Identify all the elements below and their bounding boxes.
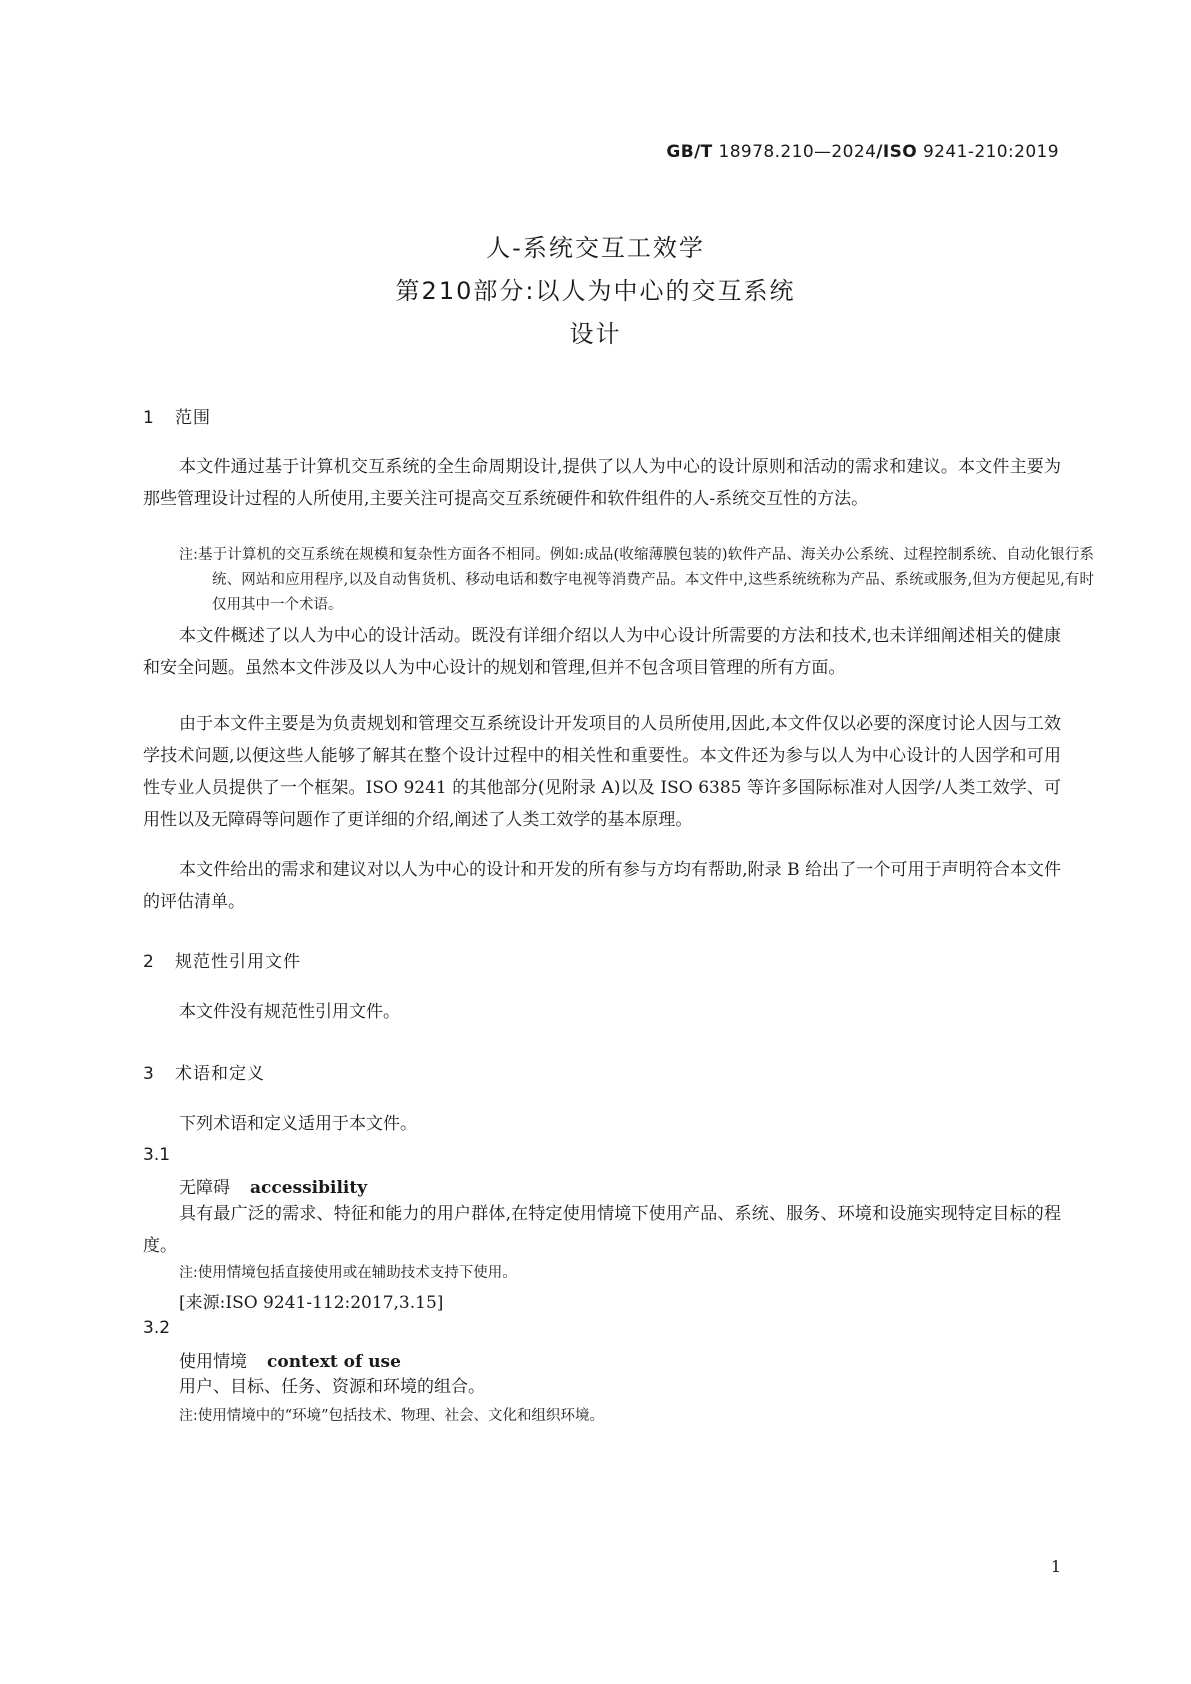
- section-title: 术语和定义: [175, 1064, 265, 1084]
- section-number: 3: [143, 1064, 155, 1084]
- section-1-heading: [143, 403, 211, 428]
- std-prefix: GB/T: [666, 142, 713, 162]
- term-note: [179, 1261, 1094, 1286]
- section-1-note: [179, 543, 1094, 618]
- section-number: 2: [143, 952, 155, 972]
- section-1-paragraph-4: 本文件给出的需求和建议对以人为中心的设计和开发的所有参与方均有帮助,附录 B 给出了一个可用于声明符合本文件的评估清单。: [143, 860, 1061, 912]
- section-2-heading: [143, 947, 301, 972]
- iso-prefix: /ISO: [876, 142, 918, 162]
- term-definition: 具有最广泛的需求、特征和能力的用户群体,在特定使用情境下使用产品、系统、服务、环境和设施实现特定目标的程度。: [143, 1204, 1061, 1256]
- section-1-paragraph-2: 本文件概述了以人为中心的设计活动。既没有详细介绍以人为中心设计所需要的方法和技术,也未详细阐述相关的健康和安全问题。虽然本文件涉及以人为中心设计的规划和管理,但并不包含项目管理的所有方面。: [143, 626, 1061, 678]
- term-definition: 用户、目标、任务、资源和环境的组合。: [179, 1377, 485, 1397]
- section-title: 规范性引用文件: [175, 952, 301, 972]
- section-3-paragraph-1: 下列术语和定义适用于本文件。: [179, 1114, 417, 1134]
- term-entry: [179, 1347, 401, 1372]
- section-1-paragraph-3: 由于本文件主要是为负责规划和管理交互系统设计开发项目的人员所使用,因此,本文件仅以必要的深度讨论人因与工效学技术问题,以便这些人能够了解其在整个设计过程中的相关性和重要性。本文件还为参与以人为中心设计的人因学和可用性专业人员提供了一个框架。ISO 9241 的其他部分(见附录 A)以及 ISO 6385 等许多国际标准对人因学/人类工效学、可用性以及无障碍等问题作了更详细的介绍,阐述了人类工效学的基本原理。: [143, 714, 1061, 830]
- note-text: 基于计算机的交互系统在规模和复杂性方面各不相同。例如:成品(收缩薄膜包装的)软件产品、海关办公系统、过程控制系统、自动化银行系统、网站和应用程序,以及自动售货机、移动电话和数字电视等消费产品。本文件中,这些系统统称为产品、系统或服务,但为方便起见,有时仅用其中一个术语。: [197, 547, 1094, 613]
- section-number: 1: [143, 408, 155, 428]
- iso-number: 9241-210:2019: [922, 142, 1059, 162]
- section-3-heading: [143, 1059, 265, 1084]
- term-number: 3.2: [143, 1318, 171, 1338]
- title-line-2: 第210部分:以人为中心的交互系统: [395, 277, 796, 305]
- section-2-paragraph-1: 本文件没有规范性引用文件。: [179, 1002, 400, 1022]
- term-zh: 使用情境: [179, 1352, 247, 1372]
- title-line-3: 设计: [569, 320, 622, 348]
- term-zh: 无障碍: [179, 1178, 230, 1198]
- note-text: 使用情境中的“环境”包括技术、物理、社会、文化和组织环境。: [197, 1408, 605, 1424]
- term-en: accessibility: [250, 1178, 368, 1198]
- document-header: [666, 142, 1059, 162]
- term-en: context of use: [267, 1352, 401, 1372]
- std-number: 18978.210—2024: [718, 142, 877, 162]
- note-label: 注:: [179, 1265, 198, 1281]
- title-line-1: 人-系统交互工效学: [486, 234, 705, 262]
- note-text: 使用情境包括直接使用或在辅助技术支持下使用。: [197, 1265, 517, 1281]
- page-number: 1: [1050, 1557, 1061, 1576]
- section-1-paragraph-1: 本文件通过基于计算机交互系统的全生命周期设计,提供了以人为中心的设计原则和活动的需求和建议。本文件主要为那些管理设计过程的人所使用,主要关注可提高交互系统硬件和软件组件的人-系统交互性的方法。: [143, 457, 1061, 509]
- term-source: [来源:ISO 9241-112:2017,3.15]: [179, 1293, 444, 1313]
- term-entry: [179, 1173, 367, 1198]
- note-label: 注:: [179, 1408, 198, 1424]
- note-label: 注:: [179, 547, 198, 563]
- section-title: 范围: [175, 408, 211, 428]
- term-note: [179, 1404, 1094, 1429]
- term-number: 3.1: [143, 1145, 171, 1165]
